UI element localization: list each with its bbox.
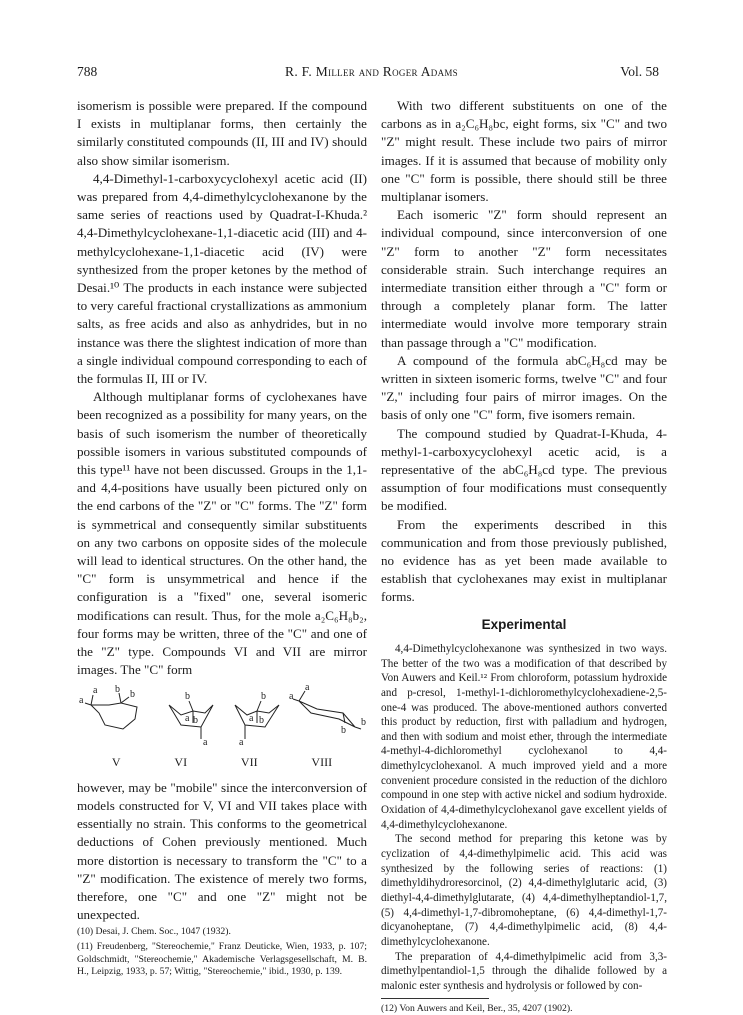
- atom-label: a: [249, 712, 254, 724]
- footnote-11: (11) Freudenberg, "Stereochemie," Franz Deuticke, Wien, 1933, p. 107; Goldschmidt, "Stereochemie," Akademische Verlagsgesellschaft, M. B. H., Leipzig, 1933, p. 57; Wittig, "Stereochemie," ibid., 1930, p. 139.: [77, 940, 367, 978]
- experimental-paragraph-3: The preparation of 4,4-dimethylpimelic acid from 3,3-dimethylpentandiol-1,5 through the dihalide followed by a malonic ester synthesis and hydrolysis or followed by con-: [381, 950, 667, 992]
- experimental-heading: Experimental: [481, 616, 567, 632]
- atom-label: b: [193, 714, 198, 726]
- figure-label-VII: VII: [240, 754, 258, 769]
- left-paragraph-1: isomerism is possible were prepared. If the compound I exists in multiplanar forms, then certainly the similarly constituted compounds (II, III and IV) should also show similar isomerism.: [77, 98, 367, 168]
- right-paragraph-2: Each isomeric "Z" form should represent an individual compound, since interconversion of one "Z" form to another "Z" form necessitates considerable strain. Such interchange requires an intermediate transition either through a "C" form or through a completely planar form. The latter intermediate would involve more temporary strain than passage through a "C" modification.: [381, 207, 667, 350]
- atom-label: b: [341, 724, 346, 736]
- experimental-section: [381, 642, 667, 994]
- right-column: [381, 97, 667, 1015]
- figure-labels: [77, 753, 367, 771]
- figure-label-VIII: VIII: [311, 754, 333, 769]
- atom-label: b: [130, 688, 135, 700]
- structure-VI: [169, 701, 213, 739]
- atom-label: a: [239, 736, 244, 748]
- footnote-divider: [381, 998, 489, 999]
- left-paragraph-4: however, may be "mobile" since the interconversion of models constructed for V, VI and VII takes place with essentially no strain. This conforms to the geometrical deductions of Cohen previously mentioned. Much more distortion is necessary to transform the "C" to a "Z" modification. The existence of merely two forms, therefore, one "C" and one "Z" might not be unexpected.: [77, 779, 367, 923]
- right-paragraph-3: A compound of the formula abC₆H₈cd may be written in sixteen isomeric forms, twelve "C" and four "Z," including four pairs of mirror images. On the basis of only one "C" form, five isomers remain.: [381, 352, 667, 423]
- atom-label: b: [115, 683, 120, 695]
- volume-label: Vol. 58: [620, 64, 659, 79]
- left-paragraph-2: 4,4-Dimethyl-1-carboxycyclohexyl acetic acid (II) was prepared from 4,4-dimethylcyclohexanone by the same series of reactions used by Quadrat-I-Khuda.² 4,4-Dimethylcyclohexane-1,1-diacetic acid (III) and 4-methylcyclohexane-1,1-diacetic acid (IV) were synthesized from the proper ketones by the method of Desai.¹⁰ The products in each instance were subjected to very careful fractional crystallizations as ammonium salts, as free acids and also as anhydrides, but in no instance was there the slightest indication of more than a single individual compound corresponding to each of the formulas II, III or IV.: [77, 170, 367, 387]
- footnote-12: (12) Von Auwers and Keil, Ber., 35, 4207 (1902).: [381, 1002, 573, 1014]
- cyclohexane-conformations-figure: [77, 683, 367, 753]
- atom-label: a: [185, 712, 190, 724]
- atom-label: b: [185, 690, 190, 702]
- page-number: 788: [77, 64, 98, 79]
- right-paragraph-1: With two different substituents on one of the carbons as in a₂C₆H₈bc, eight forms, six "C" and two "Z" might result. These include two pairs of mirror images. If it is assumed that because of mobility only one "C" form is possible, there should still be three multiplanar isomers.: [381, 98, 667, 205]
- atom-label: b: [261, 690, 266, 702]
- atom-label: a: [289, 690, 294, 702]
- atom-label: a: [93, 684, 98, 696]
- atom-label: a: [79, 694, 84, 706]
- running-head: R. F. Miller and Roger Adams: [285, 64, 458, 79]
- right-paragraph-5: From the experiments described in this communication and from those previously published, no evidence has as yet been made available to establish that cyclohexanes may exist in multiplanar forms.: [381, 516, 667, 605]
- structure-VII: [235, 701, 279, 739]
- structure-VIII: [293, 691, 361, 729]
- experimental-paragraph-1: 4,4-Dimethylcyclohexanone was synthesized in two ways. The better of the two was a modification of that described by Von Auwers and Keil.¹² From chloroform, potassium hydroxide and p-cresol, 1-methyl-1-dichloromethylcyclohexadiene-2,5-one-4 was produced. The above-mentioned authors converted this product by reduction, first with palladium and hydrogen, and then with sodium and moist ether, through the intermediate 4-methyl-4-dichloromethyl cyclohexanol to 4,4-dimethylcyclohexanol. A much improved yield and a more convenient procedure consisted in the reduction of the dichloro compound in one step with active nickel and sodium hydroxide. Oxidation of 4,4-dimethylcyclohexanol gave excellent yields of 4,4-dimethylcyclohexanone.: [381, 642, 667, 831]
- footnote-10: (10) Desai, J. Chem. Soc., 1047 (1932).: [77, 926, 231, 938]
- left-column: [77, 97, 367, 979]
- experimental-paragraph-2: The second method for preparing this ketone was by cyclization of 4,4-dimethylpimelic acid. This acid was synthesized by the following series of reactions: (1) dimethyldihydroresorcinol, (2) 4,4-dimethylglutaric acid, (3) diethyl-4,4-dimethylglutarate, (4) 4,4-dimethylheptandiol-1,7, (5) 4,4-dimethyl-1,7-dibromoheptane, (6) 4,4-dimethyl-1,7-dicyanoheptane, (7) 4,4-dimethylpimelic acid, (8) 4,4-dimethylcyclohexanone.: [381, 833, 667, 949]
- atom-label: b: [361, 716, 366, 728]
- right-paragraph-4: The compound studied by Quadrat-I-Khuda, 4-methyl-1-carboxycyclohexyl acetic acid, is a representative of the abC₆H₈cd type. The previous assumption of four modifications must consequently be modified.: [381, 425, 667, 514]
- atom-label: a: [305, 682, 310, 693]
- figure-label-V: V: [111, 754, 121, 769]
- atom-label: b: [259, 714, 264, 726]
- figure-label-VI: VI: [174, 754, 188, 769]
- atom-label: a: [203, 736, 208, 748]
- left-paragraph-3: Although multiplanar forms of cyclohexanes have been recognized as a possibility for many years, on the basis of such isomerism the number of theoretically possible isomers in various substituted compounds of this type¹¹ have not been discussed. Groups in the 1,1- and 4,4-positions have usually been pictured only on the end carbons of the "Z" or "C" forms. The "Z" form is symmetrical and consequently similar substituents on any two carbons on opposite sides of the molecule will lead to identical structures. On the other hand, the "C" form is unsymmetrical and hence if the configuration is a "fixed" one, several isomeric modifications can result. Thus, for the mole a₂C₆H₈b₂, four forms may be written, three of the "C" and one of the "Z" type. Compounds VI and VII are mirror images. The "C" form: [77, 389, 367, 678]
